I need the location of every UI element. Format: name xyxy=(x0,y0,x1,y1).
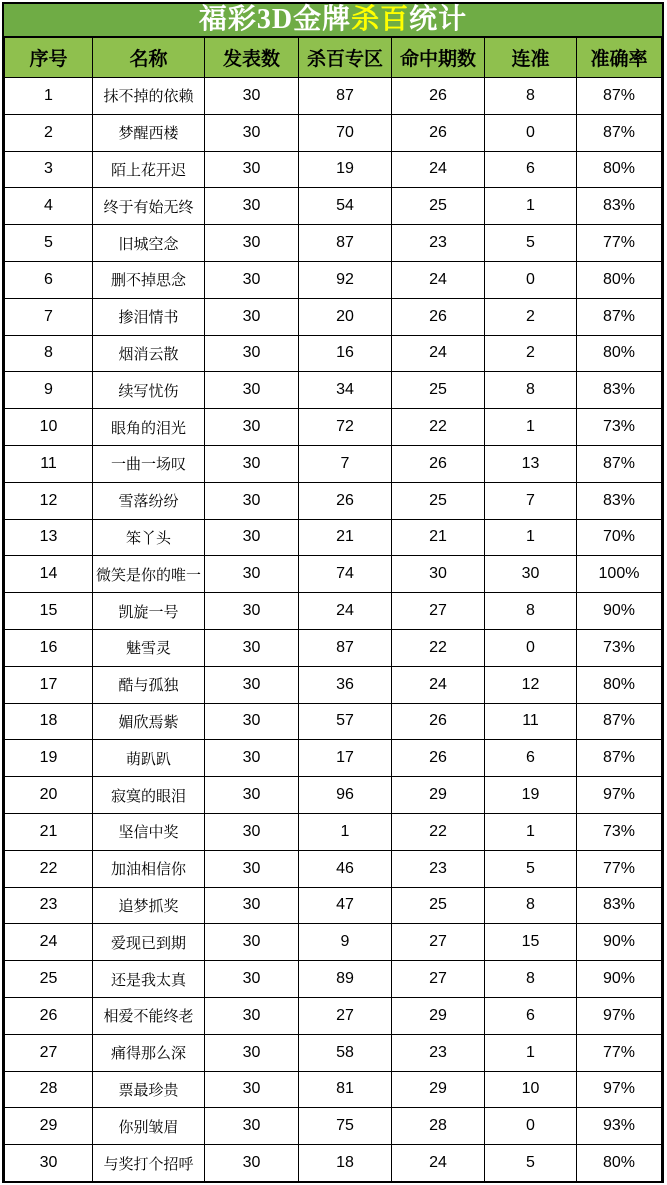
name-cell: 旧城空念 xyxy=(93,225,205,262)
title-highlight: 杀百 xyxy=(351,4,410,35)
accuracy-cell: 100% xyxy=(577,556,662,593)
index-cell: 14 xyxy=(5,556,93,593)
name-cell: 一曲一场叹 xyxy=(93,445,205,482)
hits-cell: 26 xyxy=(392,740,485,777)
accuracy-cell: 93% xyxy=(577,1108,662,1145)
published-cell: 30 xyxy=(205,445,299,482)
published-cell: 30 xyxy=(205,409,299,446)
zone-cell: 34 xyxy=(299,372,392,409)
published-cell: 30 xyxy=(205,850,299,887)
streak-cell: 6 xyxy=(485,740,577,777)
table-row xyxy=(5,924,662,961)
published-cell: 30 xyxy=(205,1145,299,1182)
published-cell: 30 xyxy=(205,1108,299,1145)
column-header-published: 发表数 xyxy=(205,38,299,78)
hits-cell: 29 xyxy=(392,777,485,814)
published-cell: 30 xyxy=(205,556,299,593)
zone-cell: 92 xyxy=(299,261,392,298)
name-cell: 微笑是你的唯一 xyxy=(93,556,205,593)
header-row xyxy=(5,38,662,78)
published-cell: 30 xyxy=(205,188,299,225)
index-cell: 30 xyxy=(5,1145,93,1182)
streak-cell: 5 xyxy=(485,850,577,887)
zone-cell: 58 xyxy=(299,1034,392,1071)
table-row xyxy=(5,151,662,188)
hits-cell: 29 xyxy=(392,997,485,1034)
published-cell: 30 xyxy=(205,114,299,151)
hits-cell: 26 xyxy=(392,78,485,115)
streak-cell: 0 xyxy=(485,1108,577,1145)
name-cell: 陌上花开迟 xyxy=(93,151,205,188)
hits-cell: 26 xyxy=(392,703,485,740)
name-cell: 续写忧伤 xyxy=(93,372,205,409)
table-row xyxy=(5,261,662,298)
published-cell: 30 xyxy=(205,335,299,372)
streak-cell: 12 xyxy=(485,666,577,703)
accuracy-cell: 83% xyxy=(577,482,662,519)
streak-cell: 8 xyxy=(485,961,577,998)
table-row xyxy=(5,1034,662,1071)
table-row xyxy=(5,225,662,262)
hits-cell: 24 xyxy=(392,666,485,703)
accuracy-cell: 70% xyxy=(577,519,662,556)
zone-cell: 18 xyxy=(299,1145,392,1182)
streak-cell: 6 xyxy=(485,151,577,188)
accuracy-cell: 90% xyxy=(577,961,662,998)
zone-cell: 7 xyxy=(299,445,392,482)
accuracy-cell: 87% xyxy=(577,78,662,115)
table-row xyxy=(5,850,662,887)
published-cell: 30 xyxy=(205,777,299,814)
name-cell: 删不掉思念 xyxy=(93,261,205,298)
hits-cell: 24 xyxy=(392,335,485,372)
index-cell: 21 xyxy=(5,813,93,850)
zone-cell: 27 xyxy=(299,997,392,1034)
published-cell: 30 xyxy=(205,666,299,703)
index-cell: 18 xyxy=(5,703,93,740)
name-cell: 坚信中奖 xyxy=(93,813,205,850)
name-cell: 痛得那么深 xyxy=(93,1034,205,1071)
accuracy-cell: 80% xyxy=(577,666,662,703)
table-row xyxy=(5,740,662,777)
streak-cell: 11 xyxy=(485,703,577,740)
accuracy-cell: 73% xyxy=(577,629,662,666)
name-cell: 魅雪灵 xyxy=(93,629,205,666)
accuracy-cell: 97% xyxy=(577,1071,662,1108)
streak-cell: 1 xyxy=(485,519,577,556)
hits-cell: 24 xyxy=(392,261,485,298)
index-cell: 9 xyxy=(5,372,93,409)
streak-cell: 8 xyxy=(485,78,577,115)
published-cell: 30 xyxy=(205,629,299,666)
hits-cell: 26 xyxy=(392,445,485,482)
hits-cell: 30 xyxy=(392,556,485,593)
table-row xyxy=(5,887,662,924)
table-row xyxy=(5,666,662,703)
table-row xyxy=(5,556,662,593)
streak-cell: 6 xyxy=(485,997,577,1034)
name-cell: 掺泪情书 xyxy=(93,298,205,335)
zone-cell: 17 xyxy=(299,740,392,777)
index-cell: 28 xyxy=(5,1071,93,1108)
accuracy-cell: 80% xyxy=(577,335,662,372)
name-cell: 还是我太真 xyxy=(93,961,205,998)
zone-cell: 47 xyxy=(299,887,392,924)
table-row xyxy=(5,777,662,814)
accuracy-cell: 80% xyxy=(577,1145,662,1182)
published-cell: 30 xyxy=(205,78,299,115)
name-cell: 笨丫头 xyxy=(93,519,205,556)
index-cell: 19 xyxy=(5,740,93,777)
streak-cell: 2 xyxy=(485,335,577,372)
accuracy-cell: 83% xyxy=(577,188,662,225)
table-row xyxy=(5,629,662,666)
table-row xyxy=(5,1071,662,1108)
published-cell: 30 xyxy=(205,593,299,630)
index-cell: 4 xyxy=(5,188,93,225)
accuracy-cell: 83% xyxy=(577,887,662,924)
published-cell: 30 xyxy=(205,1034,299,1071)
published-cell: 30 xyxy=(205,261,299,298)
published-cell: 30 xyxy=(205,298,299,335)
index-cell: 16 xyxy=(5,629,93,666)
table-row xyxy=(5,335,662,372)
name-cell: 寂寞的眼泪 xyxy=(93,777,205,814)
accuracy-cell: 77% xyxy=(577,850,662,887)
stats-table xyxy=(4,37,662,1182)
accuracy-cell: 80% xyxy=(577,151,662,188)
streak-cell: 30 xyxy=(485,556,577,593)
accuracy-cell: 97% xyxy=(577,997,662,1034)
hits-cell: 29 xyxy=(392,1071,485,1108)
published-cell: 30 xyxy=(205,151,299,188)
streak-cell: 2 xyxy=(485,298,577,335)
zone-cell: 74 xyxy=(299,556,392,593)
accuracy-cell: 77% xyxy=(577,225,662,262)
accuracy-cell: 83% xyxy=(577,372,662,409)
index-cell: 22 xyxy=(5,850,93,887)
title-prefix: 福彩3D金牌 xyxy=(198,4,352,35)
hits-cell: 23 xyxy=(392,850,485,887)
streak-cell: 1 xyxy=(485,409,577,446)
name-cell: 眼角的泪光 xyxy=(93,409,205,446)
name-cell: 凯旋一号 xyxy=(93,593,205,630)
zone-cell: 87 xyxy=(299,629,392,666)
name-cell: 萌趴趴 xyxy=(93,740,205,777)
table-row xyxy=(5,961,662,998)
zone-cell: 26 xyxy=(299,482,392,519)
name-cell: 酷与孤独 xyxy=(93,666,205,703)
published-cell: 30 xyxy=(205,813,299,850)
name-cell: 相爱不能终老 xyxy=(93,997,205,1034)
published-cell: 30 xyxy=(205,1071,299,1108)
index-cell: 3 xyxy=(5,151,93,188)
index-cell: 17 xyxy=(5,666,93,703)
table-row xyxy=(5,409,662,446)
name-cell: 抹不掉的依赖 xyxy=(93,78,205,115)
accuracy-cell: 77% xyxy=(577,1034,662,1071)
table-row xyxy=(5,114,662,151)
index-cell: 25 xyxy=(5,961,93,998)
hits-cell: 24 xyxy=(392,151,485,188)
streak-cell: 8 xyxy=(485,372,577,409)
name-cell: 媚欣焉紫 xyxy=(93,703,205,740)
index-cell: 5 xyxy=(5,225,93,262)
column-header-accuracy: 准确率 xyxy=(577,38,662,78)
index-cell: 26 xyxy=(5,997,93,1034)
accuracy-cell: 87% xyxy=(577,114,662,151)
index-cell: 23 xyxy=(5,887,93,924)
hits-cell: 25 xyxy=(392,482,485,519)
published-cell: 30 xyxy=(205,740,299,777)
streak-cell: 1 xyxy=(485,813,577,850)
column-header-streak: 连准 xyxy=(485,38,577,78)
accuracy-cell: 80% xyxy=(577,261,662,298)
streak-cell: 1 xyxy=(485,188,577,225)
accuracy-cell: 73% xyxy=(577,813,662,850)
zone-cell: 89 xyxy=(299,961,392,998)
published-cell: 30 xyxy=(205,924,299,961)
streak-cell: 8 xyxy=(485,887,577,924)
column-header-index: 序号 xyxy=(5,38,93,78)
hits-cell: 27 xyxy=(392,593,485,630)
zone-cell: 75 xyxy=(299,1108,392,1145)
index-cell: 27 xyxy=(5,1034,93,1071)
column-header-zone: 杀百专区 xyxy=(299,38,392,78)
published-cell: 30 xyxy=(205,961,299,998)
accuracy-cell: 97% xyxy=(577,777,662,814)
name-cell: 票最珍贵 xyxy=(93,1071,205,1108)
column-header-hits: 命中期数 xyxy=(392,38,485,78)
zone-cell: 70 xyxy=(299,114,392,151)
hits-cell: 22 xyxy=(392,409,485,446)
column-header-name: 名称 xyxy=(93,38,205,78)
stats-sheet xyxy=(2,2,664,1183)
zone-cell: 24 xyxy=(299,593,392,630)
zone-cell: 81 xyxy=(299,1071,392,1108)
hits-cell: 22 xyxy=(392,813,485,850)
table-row xyxy=(5,298,662,335)
streak-cell: 13 xyxy=(485,445,577,482)
table-row xyxy=(5,482,662,519)
accuracy-cell: 73% xyxy=(577,409,662,446)
published-cell: 30 xyxy=(205,703,299,740)
hits-cell: 23 xyxy=(392,225,485,262)
published-cell: 30 xyxy=(205,519,299,556)
index-cell: 12 xyxy=(5,482,93,519)
streak-cell: 5 xyxy=(485,225,577,262)
table-header xyxy=(5,38,662,78)
table-row xyxy=(5,372,662,409)
index-cell: 1 xyxy=(5,78,93,115)
zone-cell: 19 xyxy=(299,151,392,188)
name-cell: 你别皱眉 xyxy=(93,1108,205,1145)
table-body xyxy=(5,78,662,1182)
index-cell: 24 xyxy=(5,924,93,961)
streak-cell: 0 xyxy=(485,261,577,298)
index-cell: 7 xyxy=(5,298,93,335)
accuracy-cell: 87% xyxy=(577,298,662,335)
hits-cell: 24 xyxy=(392,1145,485,1182)
zone-cell: 72 xyxy=(299,409,392,446)
name-cell: 加油相信你 xyxy=(93,850,205,887)
accuracy-cell: 87% xyxy=(577,703,662,740)
zone-cell: 21 xyxy=(299,519,392,556)
index-cell: 8 xyxy=(5,335,93,372)
zone-cell: 46 xyxy=(299,850,392,887)
accuracy-cell: 90% xyxy=(577,924,662,961)
zone-cell: 1 xyxy=(299,813,392,850)
streak-cell: 8 xyxy=(485,593,577,630)
table-row xyxy=(5,78,662,115)
name-cell: 烟消云散 xyxy=(93,335,205,372)
zone-cell: 54 xyxy=(299,188,392,225)
published-cell: 30 xyxy=(205,225,299,262)
hits-cell: 26 xyxy=(392,298,485,335)
streak-cell: 0 xyxy=(485,114,577,151)
published-cell: 30 xyxy=(205,482,299,519)
index-cell: 29 xyxy=(5,1108,93,1145)
hits-cell: 25 xyxy=(392,372,485,409)
table-row xyxy=(5,445,662,482)
published-cell: 30 xyxy=(205,372,299,409)
index-cell: 13 xyxy=(5,519,93,556)
published-cell: 30 xyxy=(205,997,299,1034)
zone-cell: 96 xyxy=(299,777,392,814)
table-row xyxy=(5,1108,662,1145)
index-cell: 6 xyxy=(5,261,93,298)
name-cell: 与奖打个招呼 xyxy=(93,1145,205,1182)
table-row xyxy=(5,188,662,225)
table-row xyxy=(5,1145,662,1182)
hits-cell: 27 xyxy=(392,961,485,998)
index-cell: 20 xyxy=(5,777,93,814)
page-title xyxy=(4,4,662,37)
streak-cell: 1 xyxy=(485,1034,577,1071)
streak-cell: 5 xyxy=(485,1145,577,1182)
accuracy-cell: 87% xyxy=(577,740,662,777)
hits-cell: 21 xyxy=(392,519,485,556)
zone-cell: 87 xyxy=(299,225,392,262)
zone-cell: 16 xyxy=(299,335,392,372)
zone-cell: 87 xyxy=(299,78,392,115)
table-row xyxy=(5,997,662,1034)
index-cell: 11 xyxy=(5,445,93,482)
streak-cell: 0 xyxy=(485,629,577,666)
hits-cell: 25 xyxy=(392,887,485,924)
index-cell: 10 xyxy=(5,409,93,446)
index-cell: 15 xyxy=(5,593,93,630)
hits-cell: 22 xyxy=(392,629,485,666)
table-row xyxy=(5,813,662,850)
zone-cell: 36 xyxy=(299,666,392,703)
published-cell: 30 xyxy=(205,887,299,924)
zone-cell: 20 xyxy=(299,298,392,335)
zone-cell: 57 xyxy=(299,703,392,740)
title-suffix: 统计 xyxy=(409,4,468,35)
index-cell: 2 xyxy=(5,114,93,151)
streak-cell: 19 xyxy=(485,777,577,814)
zone-cell: 9 xyxy=(299,924,392,961)
streak-cell: 10 xyxy=(485,1071,577,1108)
name-cell: 爱现已到期 xyxy=(93,924,205,961)
accuracy-cell: 90% xyxy=(577,593,662,630)
name-cell: 梦醒西楼 xyxy=(93,114,205,151)
hits-cell: 25 xyxy=(392,188,485,225)
hits-cell: 23 xyxy=(392,1034,485,1071)
hits-cell: 26 xyxy=(392,114,485,151)
hits-cell: 28 xyxy=(392,1108,485,1145)
table-row xyxy=(5,593,662,630)
streak-cell: 7 xyxy=(485,482,577,519)
name-cell: 雪落纷纷 xyxy=(93,482,205,519)
table-row xyxy=(5,519,662,556)
table-row xyxy=(5,703,662,740)
hits-cell: 27 xyxy=(392,924,485,961)
accuracy-cell: 87% xyxy=(577,445,662,482)
name-cell: 追梦抓奖 xyxy=(93,887,205,924)
name-cell: 终于有始无终 xyxy=(93,188,205,225)
streak-cell: 15 xyxy=(485,924,577,961)
